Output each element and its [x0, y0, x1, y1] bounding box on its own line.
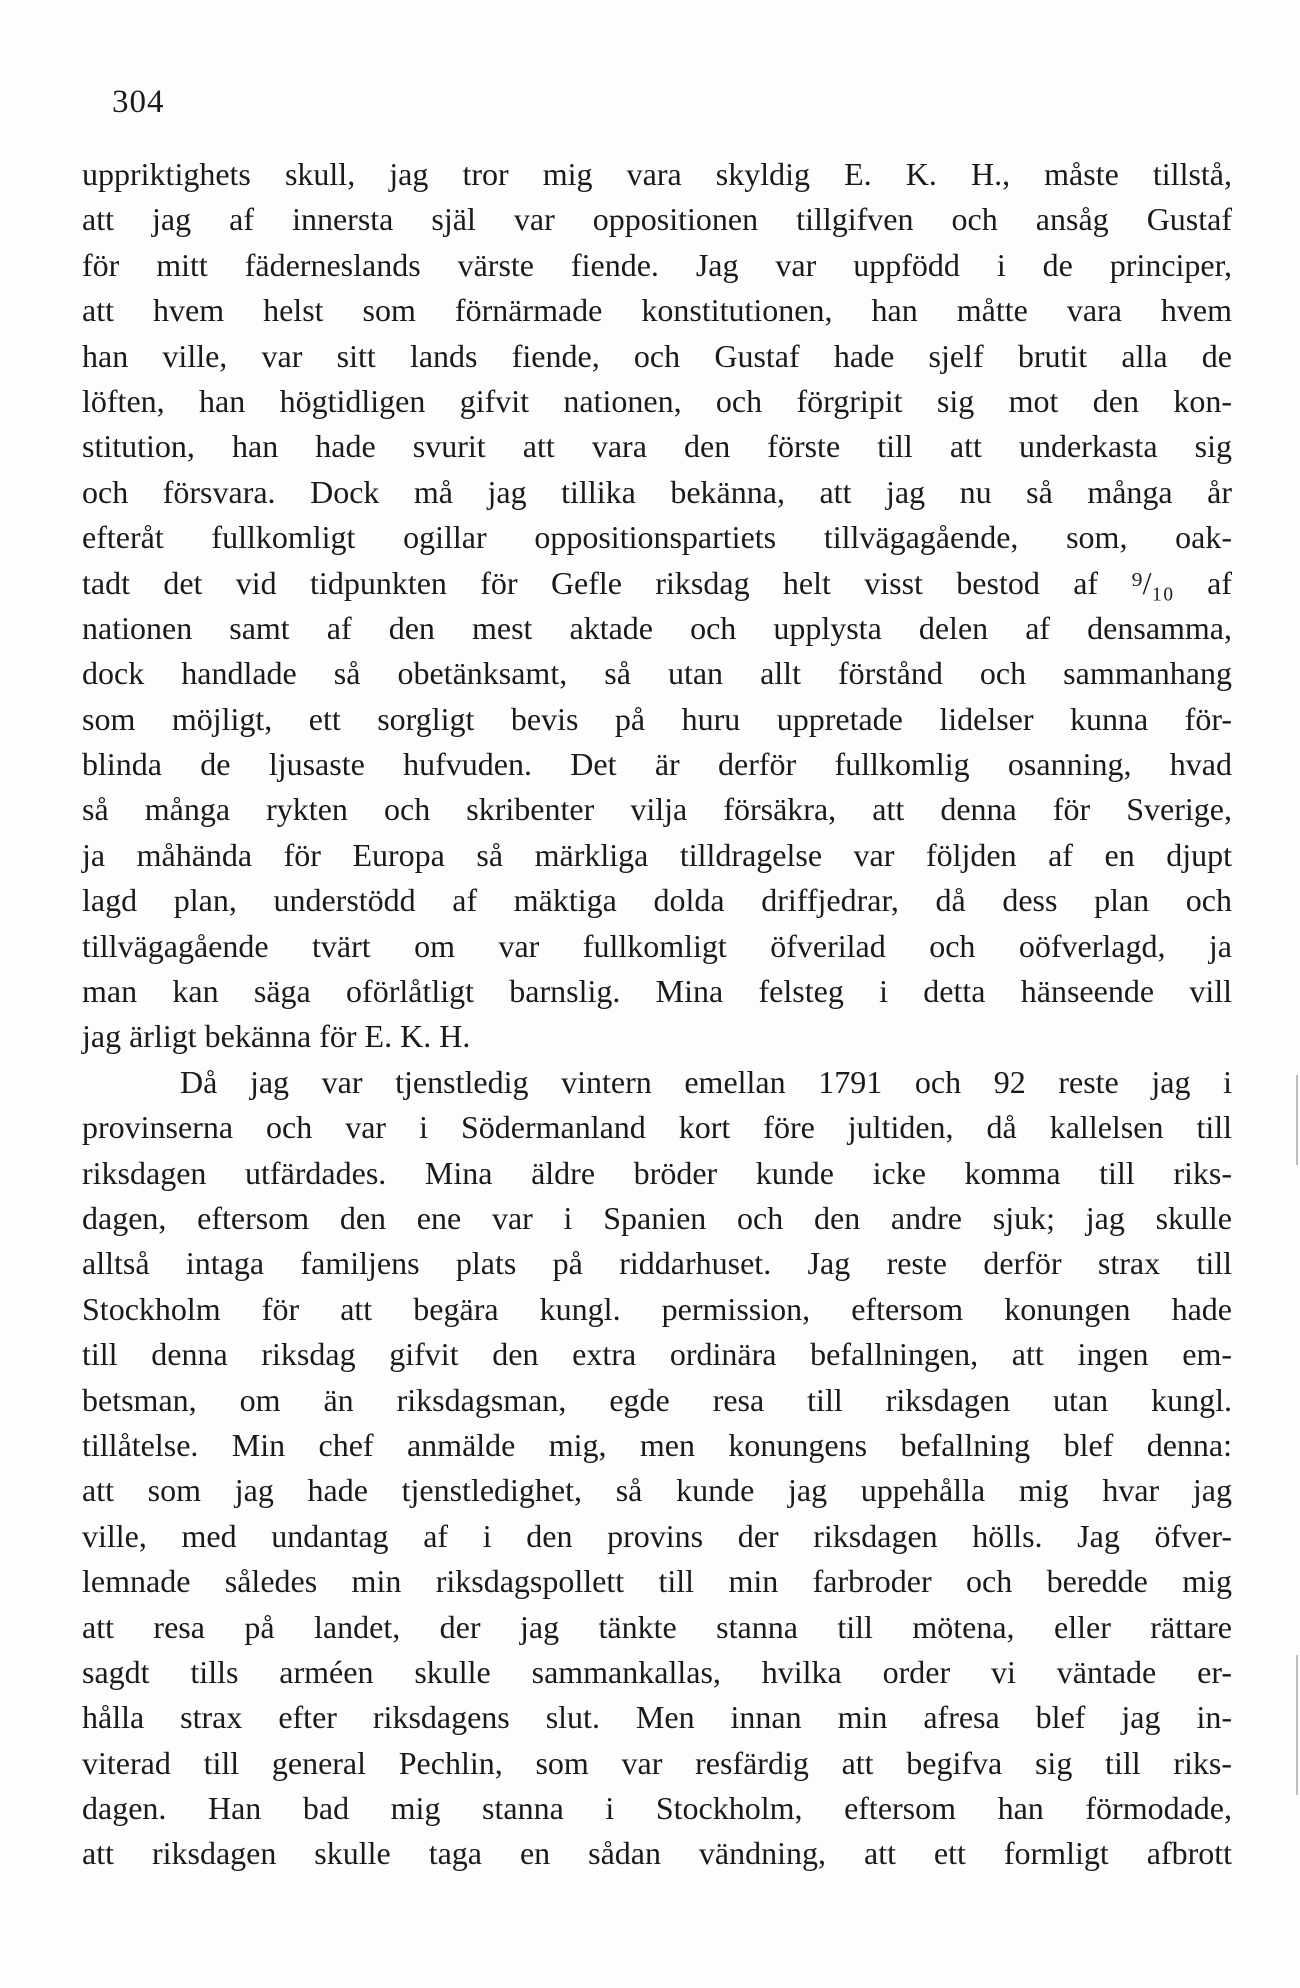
text-line: hålla strax efter riksdagens slut. Men innan min afresa blef jag in- [82, 1699, 1232, 1736]
text-line: provinserna och var i Södermanland kort före jultiden, då kallelsen till [82, 1109, 1232, 1146]
text-line: så många rykten och skribenter vilja försäkra, att denna för Sverige, [82, 791, 1232, 828]
text-line: tadt det vid tidpunkten för Gefle riksdag helt visst bestod af ⁹/₁₀ af [82, 564, 1232, 601]
text-line: att jag af innersta själ var oppositionen tillgifven och ansåg Gustaf [82, 201, 1232, 238]
text-line: man kan säga oförlåtligt barnslig. Mina felsteg i detta hänseende vill [82, 973, 1232, 1010]
text-line: Då jag var tjenstledig vintern emellan 1791 och 92 reste jag i [180, 1063, 1232, 1100]
text-line: ville, med undantag af i den provins der riksdagen hölls. Jag öfver- [82, 1517, 1232, 1554]
text-line: löften, han högtidligen gifvit nationen, och förgripit sig mot den kon- [82, 382, 1232, 419]
paragraph-1 [82, 152, 1232, 1060]
text-line: och försvara. Dock må jag tillika bekänna, att jag nu så många år [82, 473, 1232, 510]
text-line: sagdt tills arméen skulle sammankallas, hvilka order vi väntade er- [82, 1653, 1232, 1690]
body-text [82, 152, 1232, 1877]
text-line: att som jag hade tjenstledighet, så kunde jag uppehålla mig hvar jag [82, 1472, 1232, 1509]
text-line: till denna riksdag gifvit den extra ordinära befallningen, att ingen em- [82, 1336, 1232, 1373]
text-line: för mitt fäderneslands värste fiende. Jag var uppfödd i de principer, [82, 246, 1232, 283]
text-line: tillåtelse. Min chef anmälde mig, men konungens befallning blef denna: [82, 1426, 1232, 1463]
text-line: dagen. Han bad mig stanna i Stockholm, eftersom han förmodade, [82, 1790, 1232, 1827]
text-line: stitution, han hade svurit att vara den förste till att underkasta sig [82, 428, 1232, 465]
text-line: att resa på landet, der jag tänkte stanna till mötena, eller rättare [82, 1608, 1232, 1645]
text-line: Stockholm för att begära kungl. permission, eftersom konungen hade [82, 1290, 1232, 1327]
text-line: ja måhända för Europa så märkliga tilldragelse var följden af en djupt [82, 836, 1232, 873]
page-number: 304 [112, 84, 165, 120]
text-line: viterad till general Pechlin, som var resfärdig att begifva sig till riks- [82, 1744, 1232, 1781]
text-line: nationen samt af den mest aktade och upplysta delen af densamma, [82, 609, 1232, 646]
text-line: lemnade således min riksdagspollett till min farbroder och beredde mig [82, 1563, 1232, 1600]
text-line: blinda de ljusaste hufvuden. Det är derför fullkomlig osanning, hvad [82, 746, 1232, 783]
text-line: som möjligt, ett sorgligt bevis på huru uppretade lidelser kunna för- [82, 700, 1232, 737]
text-line: tillvägagående tvärt om var fullkomligt öfverilad och oöfverlagd, ja [82, 927, 1232, 964]
text-line: lagd plan, understödd af mäktiga dolda driffjedrar, då dess plan och [82, 882, 1232, 919]
page-edge-mark [1296, 1075, 1298, 1165]
text-line: uppriktighets skull, jag tror mig vara skyldig E. K. H., måste tillstå, [82, 156, 1232, 192]
text-line: dagen, eftersom den ene var i Spanien och den andre sjuk; jag skulle [82, 1199, 1232, 1236]
text-line: han ville, var sitt lands fiende, och Gustaf hade sjelf brutit alla de [82, 337, 1232, 374]
text-line: att riksdagen skulle taga en sådan vändning, att ett formligt afbrott [82, 1835, 1232, 1872]
text-line: jag ärligt bekänna för E. K. H. [82, 1018, 471, 1055]
paragraph-2 [82, 1060, 1232, 1877]
text-line: dock handlade så obetänksamt, så utan allt förstånd och sammanhang [82, 655, 1232, 692]
text-line: riksdagen utfärdades. Mina äldre bröder kunde icke komma till riks- [82, 1154, 1232, 1191]
text-line: betsman, om än riksdagsman, egde resa till riksdagen utan kungl. [82, 1381, 1232, 1418]
text-line: att hvem helst som förnärmade konstitutionen, han måtte vara hvem [82, 292, 1232, 329]
text-line: efteråt fullkomligt ogillar oppositionspartiets tillvägagående, som, oak- [82, 519, 1232, 556]
page-edge-mark [1296, 1655, 1298, 1795]
text-line: alltså intaga familjens plats på riddarhuset. Jag reste derför strax till [82, 1245, 1232, 1282]
